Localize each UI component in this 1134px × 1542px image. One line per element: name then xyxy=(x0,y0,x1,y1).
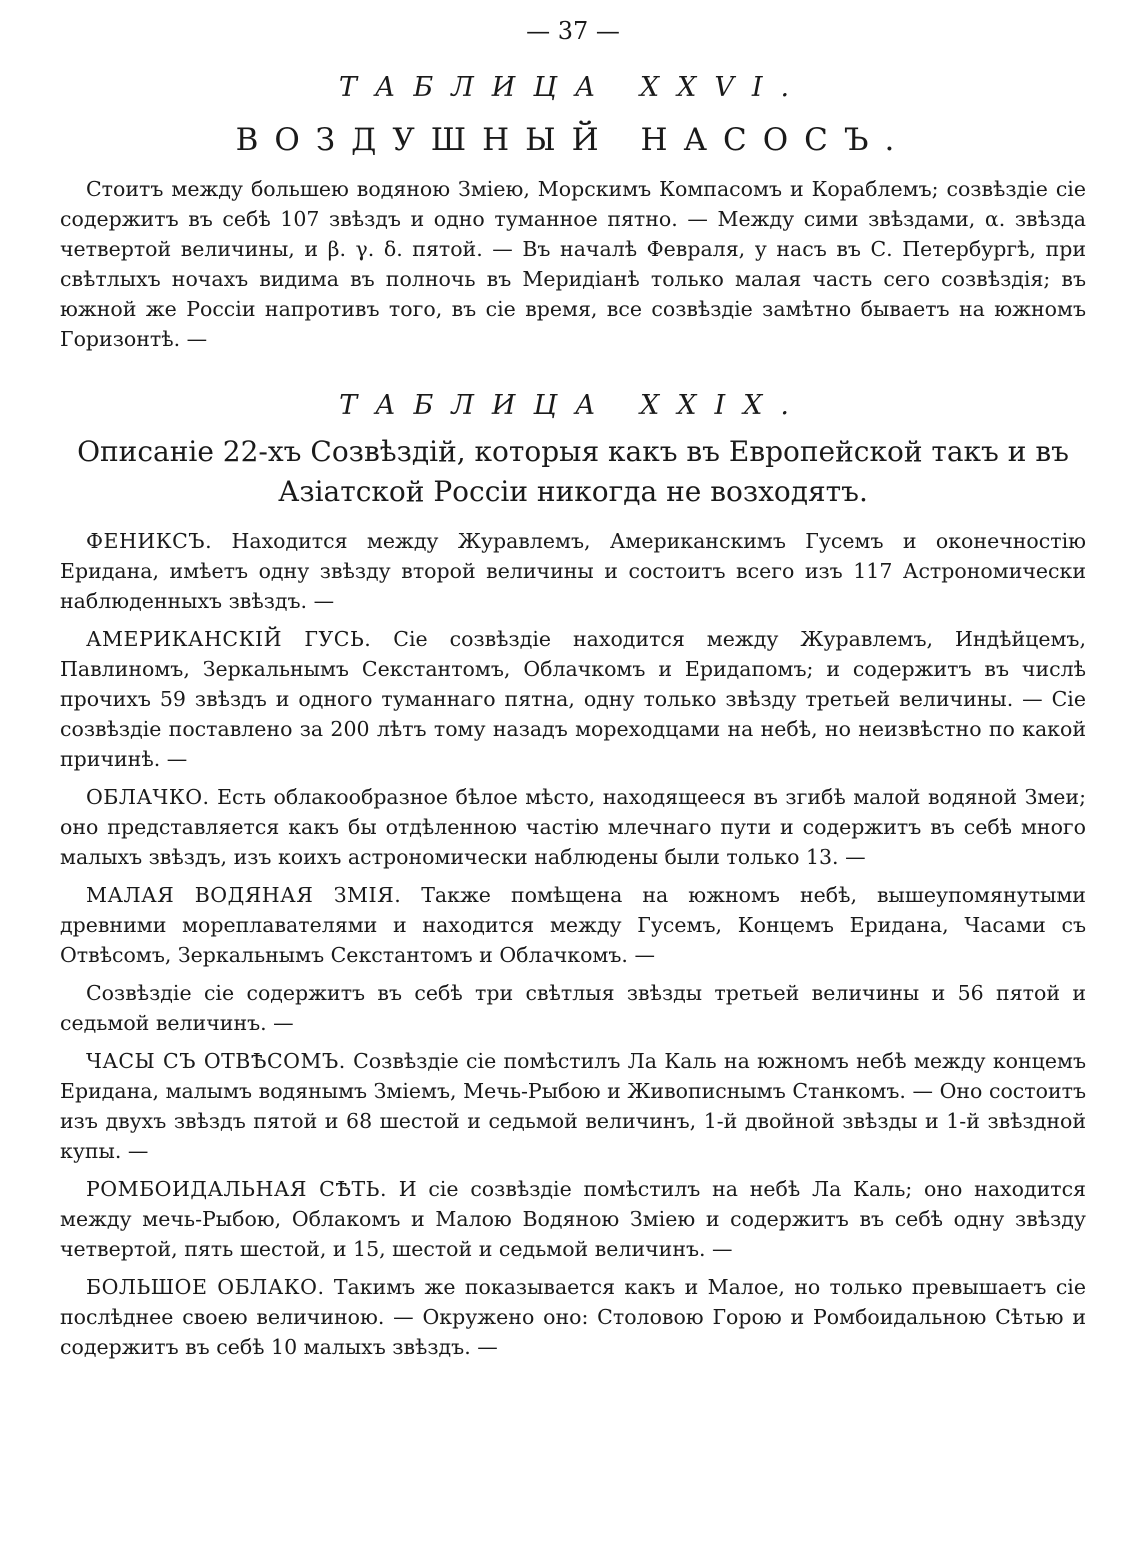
entry-text: Созвѣздiе сiе помѣстилъ Ла Каль на южномъ небѣ между концемъ Еридана, малымъ водянымъ Змiемъ, Мечь-Рыбою и Живописнымъ Станкомъ. — Оно состоитъ изъ двухъ звѣздъ пятой и 68 шестой и седьмой величинъ, 1-й двойной звѣзды и 1-й звѣздной купы. — xyxy=(60,1049,1086,1163)
entry-term: ФЕНИКСЪ. xyxy=(86,529,213,553)
entry-text: Также помѣщена на южномъ небѣ, вышеупомянутыми древними мореплавателями и находится между Гусемъ, Концемъ Еридана, Часами съ Отвѣсомъ, Зеркальнымъ Секстантомъ и Облачкомъ. — xyxy=(60,883,1086,967)
entry-term: МАЛАЯ ВОДЯНАЯ ЗМIЯ. xyxy=(86,883,402,907)
entry-american-goose xyxy=(60,624,1086,774)
entry-text: Созвѣздiе сiе содержитъ въ себѣ три свѣтлыя звѣзды третьей величины и 56 пятой и седьмой величинъ. — xyxy=(60,981,1086,1035)
entry-text: Находится между Журавлемъ, Американскимъ Гусемъ и оконечностiю Еридана, имѣетъ одну звѣзду второй величины и состоитъ всего изъ 117 Астрономически наблюденныхъ звѣздъ. — xyxy=(60,529,1086,613)
entry-text: Сiе созвѣздiе находится между Журавлемъ, Индѣйцемъ, Павлиномъ, Зеркальнымъ Секстантомъ, Облачкомъ и Еридапомъ; и содержитъ въ числѣ прочихъ 59 звѣздъ и одного туманнаго пятна, одну только звѣзду третьей величины. — Сiе созвѣздiе поставлено за 200 лѣтъ тому назадъ мореходцами на небѣ, но неизвѣстно по какой причинѣ. — xyxy=(60,627,1086,771)
entry-term: РОМБОИДАЛЬНАЯ СѢТЬ. xyxy=(86,1177,387,1201)
entry-large-cloud xyxy=(60,1272,1086,1362)
entry-term: ОБЛАЧКО. xyxy=(86,785,210,809)
table-heading-xxvi: ТАБЛИЦА XXVI. xyxy=(338,72,808,103)
table-heading-xxix: ТАБЛИЦА XXIX. xyxy=(339,390,807,421)
entry-term: ЧАСЫ СЪ ОТВѢСОМЪ. xyxy=(86,1049,346,1073)
entry-text: Такимъ же показывается какъ и Малое, но только превышаетъ сiе послѣднее своею величиною. — Окружено оно: Столовою Горою и Ромбоидальною Сѣтью и содержитъ въ себѣ 10 малыхъ звѣздъ. — xyxy=(60,1275,1086,1359)
entry-small-cloud xyxy=(60,782,1086,872)
entry-pendulum-clock xyxy=(60,1046,1086,1166)
section-title-line-2: Азiатской Россiи никогда не возходятъ. xyxy=(278,475,868,508)
document-page xyxy=(60,14,1086,1370)
entry-little-water-snake-stars xyxy=(60,978,1086,1038)
section-title-22-constellations xyxy=(60,432,1086,512)
section-text-air-pump: Стоитъ между большею водяною Змiею, Морскимъ Компасомъ и Кораблемъ; созвѣздiе сiе содержитъ въ себѣ 107 звѣздъ и одно туманное пятно. — Между сими звѣздами, α. звѣзда четвертой величины, и β. γ. δ. пятой. — Въ началѣ Февраля, у насъ въ С. Петербургѣ, при свѣтлыхъ ночахъ видима въ полночь въ Меридiанѣ только малая часть сего созвѣздiя; въ южной же Россiи напротивъ того, въ сiе время, все созвѣздiе замѣтно бываетъ на южномъ Горизонтѣ. — xyxy=(60,177,1086,351)
page-number: — 37 — xyxy=(526,17,620,45)
entry-text: И сiе созвѣздiе помѣстилъ на небѣ Ла Каль; оно находится между мечь-Рыбою, Облакомъ и Малою Водяною Змiею и содержитъ въ себѣ одну звѣзду четвертой, пять шестой, и 15, шестой и седьмой величинъ. — xyxy=(60,1177,1086,1261)
entry-phoenix xyxy=(60,526,1086,616)
entry-term: БОЛЬШОЕ ОБЛАКО. xyxy=(86,1275,325,1299)
entry-text: Есть облакообразное бѣлое мѣсто, находящееся въ згибѣ малой водяной Змеи; оно представляется какъ бы отдѣленною частiю млечнаго пути и содержитъ въ себѣ много малыхъ звѣздъ, изъ коихъ астрономически наблюдены были только 13. — xyxy=(60,785,1086,869)
section-title-line-1: Описанiе 22-хъ Созвѣздiй, которыя какъ въ Европейской такъ и въ xyxy=(77,435,1069,468)
section-title-air-pump: ВОЗДУШНЫЙ НАСОСЪ. xyxy=(235,122,911,158)
entry-reticulum xyxy=(60,1174,1086,1264)
entry-term: АМЕРИКАНСКIЙ ГУСЬ. xyxy=(86,627,372,651)
entry-little-water-snake xyxy=(60,880,1086,970)
